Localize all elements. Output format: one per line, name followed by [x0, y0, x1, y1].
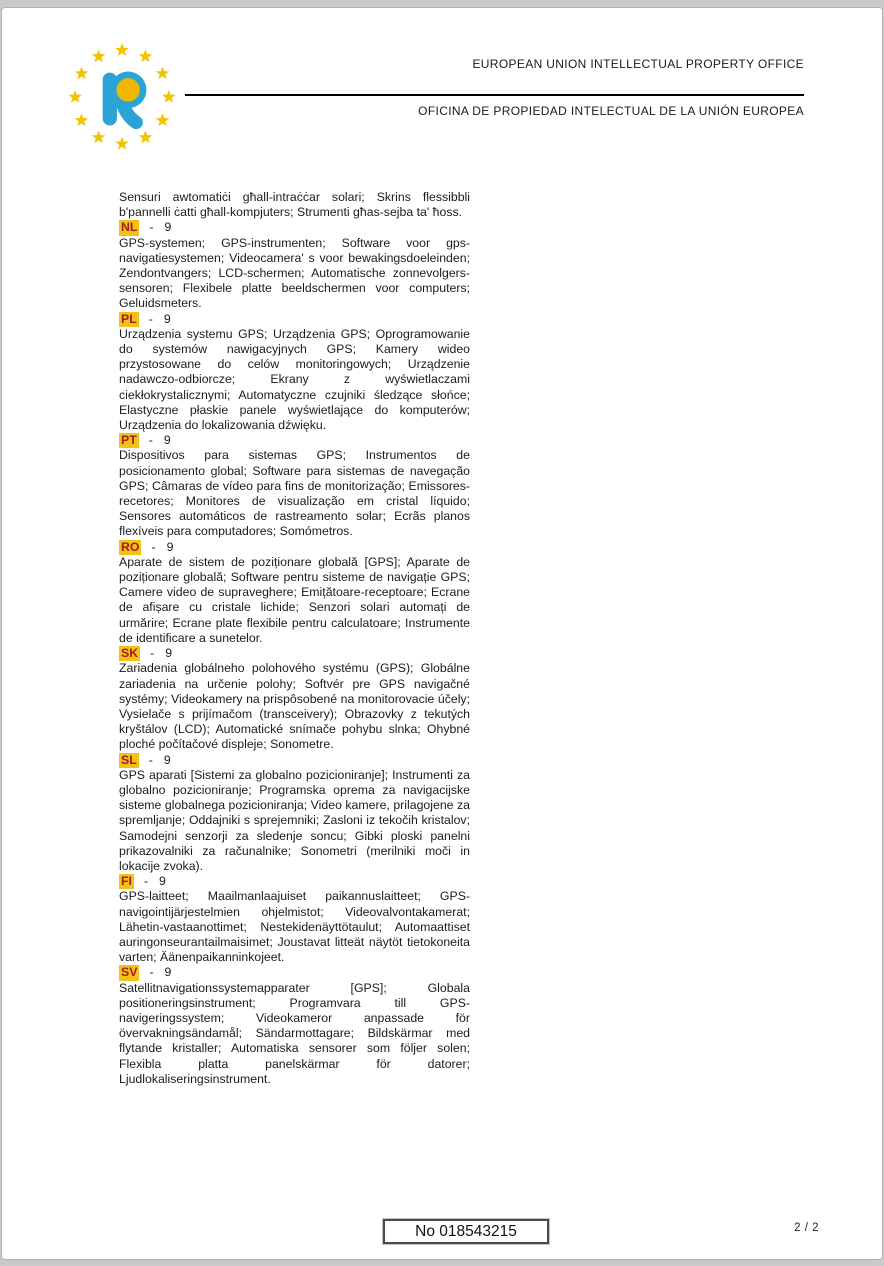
euipo-logo-icon [66, 41, 178, 153]
class-number: 9 [163, 752, 171, 767]
header [185, 57, 804, 118]
class-goods-text: GPS aparati [Sistemi za globalno pozicioniranje]; Instrumenti za globalno pozicioniranje; Programska oprema za navigacijske sisteme globalnega pozicioniranja; Video kamere, prilagojene za spremljanje; Oddajniki s sprejemniki; Zasloni iz tekočih kristalov; Samodejni senzorji za sledenje soncu; Gibki ploski panelni prikazovalniki za računalnike; Sonometri (merilniki moči in lokacije zvoka). [119, 767, 470, 873]
language-class-line [119, 965, 470, 980]
class-separator: - [148, 433, 153, 448]
class-goods-text: Aparate de sistem de poziționare globală [GPS]; Aparate de poziționare globală; Software pentru sisteme de navigație GPS; Camere video de supraveghere; Emițătoare-receptoare; Ecrane de afișare cu cristale lichide; Senzori solari automați de urmărire; Ecrane plate flexibile pentru calculatoare; Instrumente de identificare a sunetelor. [119, 554, 470, 645]
class-section-sk [119, 646, 470, 752]
class-separator: - [148, 311, 153, 326]
language-code-badge: NL [121, 220, 138, 235]
intro-paragraph: Sensuri awtomatiċi għall-intraċċar solari; Skrins flessibbli b'pannelli ċatti għall-kompjuters; Strumenti għas-sejba ta' ħoss. [119, 190, 470, 220]
class-number: 9 [166, 539, 174, 554]
class-separator: - [149, 220, 154, 235]
class-goods-text: GPS-laitteet; Maailmanlaajuiset paikannuslaitteet; GPS-navigointijärjestelmien ohjelmistot; Videovalvontakamerat; Lähetin-vastaanottimet; Nestekidenäyttötaulut; Automaattiset auringonseurantailmaisimet; Joustavat litteät näytöt tietokoneita varten; Äänenpaikanninkojeet. [119, 889, 470, 965]
class-separator: - [148, 752, 153, 767]
language-class-line [119, 433, 470, 448]
class-separator: - [149, 965, 154, 980]
class-section-fi [119, 874, 470, 965]
language-code-badge: SL [121, 752, 137, 767]
class-number: 9 [163, 433, 171, 448]
class-number: 9 [164, 220, 172, 235]
class-section-pt [119, 433, 470, 539]
language-code-badge: RO [121, 539, 140, 554]
euipo-logo [66, 41, 178, 153]
class-goods-text: Zariadenia globálneho polohového systému (GPS); Globálne zariadenia na určenie polohy; Softvér pre GPS navigačné systémy; Videokamery na prispôsobené na monitorovacie účely; Vysielače s prijímačom (transceivery); Obrazovky z tekutých kryštálov (LCD); Automatické snímače pohybu slnka; Ohybné ploché počítačové displeje; Sonometre. [119, 661, 470, 752]
class-number: 9 [165, 646, 173, 661]
goods-services-text [119, 190, 470, 1087]
office-name-en: EUROPEAN UNION INTELLECTUAL PROPERTY OFFICE [472, 57, 804, 71]
language-class-line [119, 220, 470, 235]
class-number: 9 [159, 874, 166, 889]
header-divider [185, 94, 804, 96]
language-code-badge: FI [121, 874, 132, 889]
class-section-ro [119, 540, 470, 646]
language-class-line [119, 312, 470, 327]
language-class-line [119, 753, 470, 768]
registration-number: No 018543215 [415, 1223, 517, 1240]
office-name-es: OFICINA DE PROPIEDAD INTELECTUAL DE LA UNIÓN EUROPEA [418, 104, 804, 118]
class-section-pl [119, 312, 470, 434]
class-goods-text: Urządzenia systemu GPS; Urządzenia GPS; Oprogramowanie do systemów nawigacyjnych GPS; Kamery wideo przystosowane do celów monitoringowych; Urządzenie nadawczo-odbiorcze; Ekrany z wyświetlaczami ciekłokrystalicznymi; Automatyczne czujniki śledzące słońce; Elastyczne płaskie panele wyświetlające do komputerów; Urządzenia do lokalizowania dźwięku. [119, 326, 470, 433]
language-code-badge: SK [121, 646, 139, 661]
language-class-line [119, 540, 470, 555]
language-code-badge: SV [121, 965, 138, 980]
language-class-line [119, 874, 470, 889]
class-separator: - [143, 874, 149, 889]
class-separator: - [151, 539, 156, 554]
class-section-nl [119, 220, 470, 311]
class-separator: - [150, 646, 155, 661]
language-class-line [119, 646, 470, 661]
language-code-badge: PT [121, 433, 137, 448]
class-goods-text: Satellitnavigationssystemapparater [GPS]; Globala positioneringsinstrument; Programvara till GPS-navigeringssystem; Videokameror anpassade för övervakningsändamål; Sändarmottagare; Bildskärmar med flytande kristaller; Automatiska sensorer som följer solen; Flexibla platta panelskärmar för datorer; Ljudlokaliseringsinstrument. [119, 980, 470, 1086]
class-goods-text: GPS-systemen; GPS-instrumenten; Software voor gps-navigatiesystemen; Videocamera' s voor bewakingsdoeleinden; Zendontvangers; LCD-schermen; Automatische zonnevolgers-sensoren; Flexibele platte beeldschermen voor computers; Geluidsmeters. [119, 235, 470, 311]
class-section-sv [119, 965, 470, 1087]
class-number: 9 [163, 311, 171, 326]
document-page [1, 7, 883, 1260]
class-goods-text: Dispositivos para sistemas GPS; Instrumentos de posicionamento global; Software para sistemas de navegação GPS; Câmaras de vídeo para fins de monitorização; Emissores-recetores; Monitores de visualização em cristal líquido; Sensores automáticos de rastreamento solar; Ecrãs planos flexíveis para computadores; Somómetros. [119, 448, 470, 539]
class-number: 9 [164, 965, 172, 980]
language-code-badge: PL [121, 311, 137, 326]
registration-number-box [383, 1219, 549, 1244]
page-indicator: 2 / 2 [794, 1222, 819, 1234]
class-section-sl [119, 753, 470, 875]
